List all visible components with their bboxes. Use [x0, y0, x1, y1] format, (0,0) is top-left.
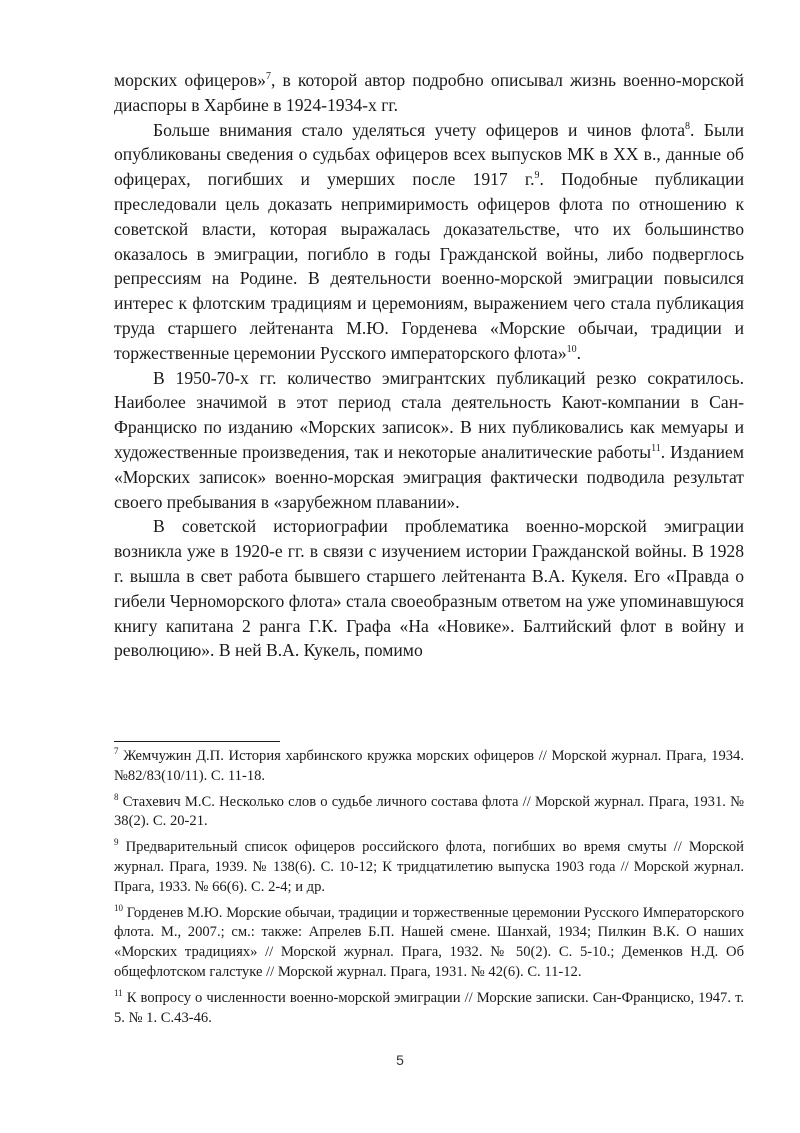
paragraph-text: . Были опубликованы сведения о судьбах офицеров всех выпусков МК в XX в., данные об офицерах, погибших и умерших после 1917 г. — [114, 119, 744, 190]
footnote-number: 9 — [114, 837, 119, 848]
footnote-text: К вопросу о численности военно-морской эмиграции // Морские записки. Сан-Франциско, 1947. т. 5. № 1. С.43-46. — [114, 989, 744, 1026]
paragraph-text: Больше внимания стало уделяться учету офицеров и чинов флота — [153, 119, 686, 140]
paragraph-text: морских офицеров» — [114, 70, 266, 90]
paragraph-text: . Подобные публикации преследовали цель доказать непримиримость офицеров флота по отношению к советской власти, которая выражалась доказательстве, что их большинство оказалось в эмиграции, погибло в годы Гражданской войны, либо подверглось репрессиям на Родине. В деятельности военно-морской эмиграции повысился интерес к флотским традициям и церемониям, выражением чего стала публикация труда старшего лейтенанта М.Ю. Горденева «Морские обычаи, традиции и торжественные церемонии Русского императорского флота» — [114, 169, 744, 363]
footnote — [114, 838, 744, 897]
footnote-text: Предварительный список офицеров российского флота, погибших во время смуты // Морской журнал. Прага, 1939. № 138(6). С. 10-12; К тридцатилетию выпуска 1903 года // Морской журнал. Прага, 1933. № 66(6). С. 2-4; и др. — [114, 839, 744, 895]
paragraph — [114, 366, 744, 515]
main-text — [114, 68, 744, 663]
footnote-ref: 7 — [265, 71, 271, 83]
footnote-text: Горденев М.Ю. Морские обычаи, традиции и торжественные церемонии Русского Императорского флота. М., 2007.; см.: также: Апрелев Б.П. Нашей смене. Шанхай, 1934; Пилкин В.К. О наших «Морских традициях» // Морской журнал. Прага, 1932. № 50(2). С. 5-10.; Деменков Н.Д. Об общефлотском галстуке // Морской журнал. Прага, 1931. № 42(6). С. 11-12. — [114, 904, 744, 980]
footnote-text: Жемчужин Д.П. История харбинского кружка морских офицеров // Морской журнал. Прага, 1934. №82/83(10/11). С. 11-18. — [114, 748, 744, 784]
footnote — [114, 989, 744, 1029]
paragraph-text: В советской историографии проблематика военно-морской эмиграции возникла уже в 1920-е гг. в связи с изучением истории Гражданской войны. В 1928 г. вышла в свет работа бывшего старшего лейтенанта В.А. Кукеля. Его «Правда о гибели Черноморского флота» стала своеобразным ответом на уже упоминавшуюся книгу капитана 2 ранга Г.К. Графа «На «Новике». Балтийский флот в войну и революцию». В ней В.А. Кукель, помимо — [114, 516, 744, 661]
footnote-ref: 11 — [651, 443, 661, 455]
footnote-separator — [114, 741, 280, 742]
footnotes — [114, 747, 744, 1034]
footnote-ref: 9 — [534, 170, 540, 182]
footnote — [114, 904, 744, 983]
footnote-number: 10 — [114, 902, 123, 913]
page-number: 5 — [396, 1052, 404, 1068]
paragraph-text: В 1950-70-х гг. количество эмигрантских публикаций резко сократилось. Наиболее значимой в этот период стала деятельность Кают-компании в Сан-Франциско по изданию «Морских записок». В них публиковались как мемуары и художественные произведения, так и некоторые аналитические работы — [114, 367, 744, 462]
footnote-ref: 10 — [566, 343, 577, 355]
footnote — [114, 747, 744, 787]
footnote-ref: 8 — [685, 120, 691, 132]
footnote-number: 11 — [114, 987, 123, 998]
footnote-number: 7 — [114, 746, 119, 757]
paragraph-text: , в которой автор подробно описывал жизнь военно-морской диаспоры в Харбине в 1924-1934-х гг. — [114, 70, 744, 115]
footnote-text: Стахевич М.С. Несколько слов о судьбе личного состава флота // Морской журнал. Прага, 1931. № 38(2). С. 20-21. — [114, 793, 744, 830]
paragraph — [114, 514, 744, 663]
footnote — [114, 793, 744, 833]
paragraph — [114, 68, 744, 118]
paragraph — [114, 118, 744, 366]
paragraph-text: . — [576, 342, 582, 363]
paragraph-text: . Изданием «Морских записок» военно-морская эмиграция фактически подводила результат своего пребывания в «зарубежном плавании». — [114, 441, 745, 512]
footnote-number: 8 — [114, 791, 119, 802]
